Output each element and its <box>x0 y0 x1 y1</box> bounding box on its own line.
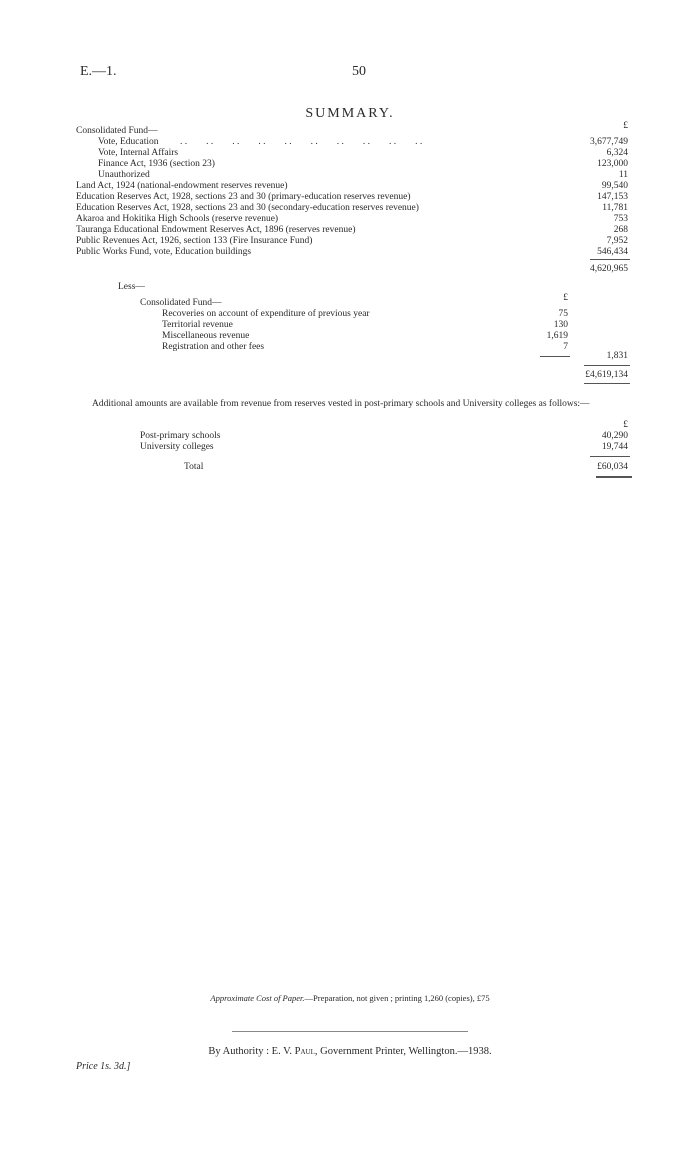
additional-total-label: Total <box>184 462 204 472</box>
cost-note-text: —Preparation, not given ; printing 1,260 (copies), £75 <box>304 993 490 1003</box>
revenue-item-label: Vote, Internal Affairs <box>98 148 179 158</box>
revenue-item-value: 123,000 <box>597 159 628 169</box>
revenue-item-value: 546,434 <box>597 247 628 257</box>
revenue-item-label: Finance Act, 1936 (section 23) <box>98 159 215 169</box>
revenue-item-value: 753 <box>613 214 628 224</box>
revenue-item-value: 3,677,749 <box>590 137 628 147</box>
revenue-item-label: Public Revenues Act, 1926, section 133 (Fire Insurance Fund) <box>76 236 313 246</box>
additional-item-value: 40,290 <box>601 431 628 441</box>
additional-item-label: University colleges <box>140 442 214 452</box>
revenue-item-value: 11 <box>618 170 628 180</box>
additional-item-value: 19,744 <box>601 442 628 452</box>
deduction-item-label: Territorial revenue <box>162 320 233 330</box>
revenue-item-value: 6,324 <box>606 148 628 158</box>
price: Price 1s. 3d.] <box>76 1061 131 1072</box>
net-total-underline <box>584 383 630 384</box>
page-number: 50 <box>352 64 366 79</box>
deduction-item-value: 7 <box>563 342 568 352</box>
deductions-total: 1,831 <box>606 351 628 361</box>
revenue-item-label: Public Works Fund, vote, Education buildings <box>76 247 252 257</box>
imprint <box>0 1046 700 1057</box>
deduction-item-label: Registration and other fees <box>162 342 265 352</box>
additional-total-rule <box>590 456 630 457</box>
imprint-suffix: , Government Printer, Wellington.—1938. <box>314 1046 492 1057</box>
revenue-item-value: 7,952 <box>606 236 628 246</box>
revenue-item-label: Education Reserves Act, 1928, sections 23 and 30 (secondary-education reserves revenue) <box>76 203 419 213</box>
revenue-item-value: 99,540 <box>601 181 628 191</box>
page-title: SUMMARY. <box>305 106 395 121</box>
additional-total: £60,034 <box>597 462 628 472</box>
deduction-item-label: Recoveries on account of expenditure of previous year <box>162 309 370 319</box>
cost-note-title: Approximate Cost of Paper. <box>210 993 305 1003</box>
printer-name: Paul <box>294 1046 315 1057</box>
revenue-item-value: 147,153 <box>597 192 628 202</box>
less-group-label: Consolidated Fund— <box>140 298 222 308</box>
revenue-item-label: Land Act, 1924 (national-endowment reserves revenue) <box>76 181 288 191</box>
additional-item-label: Post-primary schools <box>140 431 221 441</box>
revenue-item-value: 11,781 <box>602 203 628 213</box>
revenue-subtotal: 4,620,965 <box>590 264 628 274</box>
net-total-rule <box>584 365 630 366</box>
revenue-item-label: Akaroa and Hokitika High Schools (reserve revenue) <box>76 214 279 224</box>
document-code: E.—1. <box>80 64 117 79</box>
additional-paragraph: Additional amounts are available from revenue from reserves vested in post-primary schools and University colleges as follows:— <box>92 399 590 409</box>
deduction-item-value: 130 <box>553 320 568 330</box>
revenue-item-label: Unauthorized <box>98 170 150 180</box>
currency-header: £ <box>623 121 628 131</box>
deduction-item-label: Miscellaneous revenue <box>162 331 250 341</box>
less-currency-header: £ <box>563 293 568 303</box>
deduction-item-value: 1,619 <box>546 331 568 341</box>
group-label-consolidated-fund: Consolidated Fund— <box>76 126 158 136</box>
net-total: £4,619,134 <box>585 370 628 380</box>
cost-note <box>0 993 700 1003</box>
imprint-rule <box>232 1031 468 1032</box>
revenue-item-label: Tauranga Educational Endowment Reserves Act, 1896 (reserves revenue) <box>76 225 356 235</box>
revenue-item-value: 268 <box>613 225 628 235</box>
deduction-item-value: 75 <box>558 309 568 319</box>
revenue-item-label: Vote, Education <box>98 137 159 147</box>
subtotal-rule <box>590 259 630 260</box>
imprint-prefix: By Authority : E. V. <box>208 1046 295 1057</box>
revenue-item-label: Education Reserves Act, 1928, sections 23 and 30 (primary-education reserves revenue) <box>76 192 411 202</box>
dot-leader: . . . . . . . . . . . . . . . . . . . . <box>180 137 423 147</box>
additional-total-underline <box>596 476 632 478</box>
less-label: Less— <box>118 282 145 292</box>
additional-currency-header: £ <box>623 420 628 430</box>
